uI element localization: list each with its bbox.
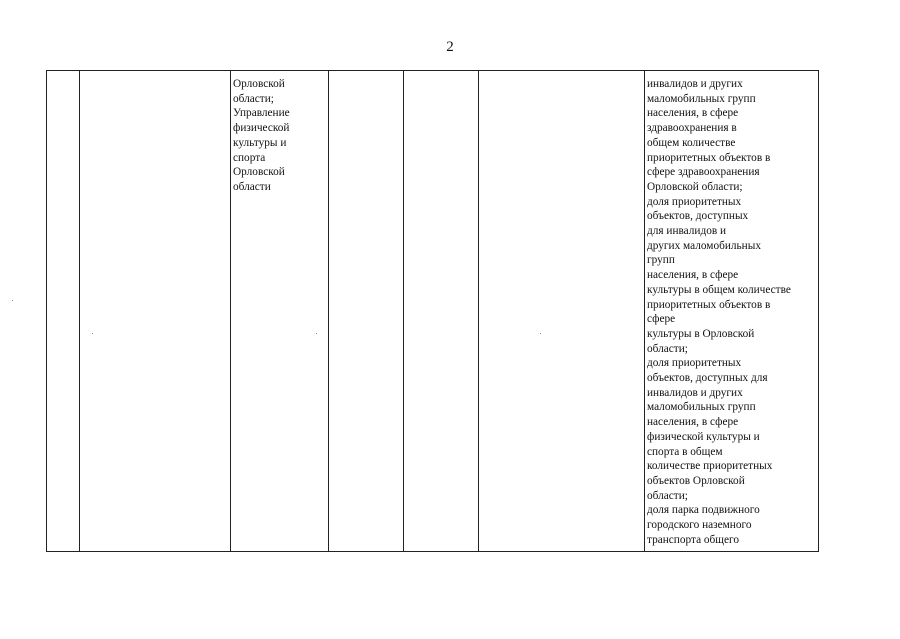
cell-text-4 [329,71,403,77]
cell-text-5 [404,71,478,77]
table-cell-responsible [231,71,329,552]
scan-speck [316,333,317,334]
table-cell-2 [80,71,231,552]
table-cell-4 [329,71,404,552]
scan-speck [12,300,13,301]
responsible-executors-text: Орловской области; Управление физической культуры и спорта Орловской области [233,78,290,193]
cell-text-2 [80,71,230,77]
table-cell-indicators [645,71,819,552]
indicators-text: инвалидов и других маломобильных групп населения, в сфере здравоохранения в общем количестве приоритетных объектов в сфере здравоохранения Орловской области; доля приоритетных объектов, доступных для инвалидов и других маломобильных групп населения, в сфере культуры в общем количестве приоритетных объектов в сфере культуры в Орловской области; доля приоритетных объектов, доступных для инвалидов и других маломобильных групп населения, в сфере физической культуры и спорта в общем количестве приоритетных объектов Орловской области; доля парка подвижного городского наземного транспорта общего [647,78,791,546]
document-table [46,70,819,552]
cell-text-1 [47,71,79,77]
scan-speck [540,333,541,334]
scan-speck [92,333,93,334]
table-cell-6 [479,71,645,552]
table-row [47,71,819,552]
cell-text-6 [479,71,644,77]
table-cell-5 [404,71,479,552]
page-number: 2 [446,39,454,55]
table-cell-1 [47,71,80,552]
